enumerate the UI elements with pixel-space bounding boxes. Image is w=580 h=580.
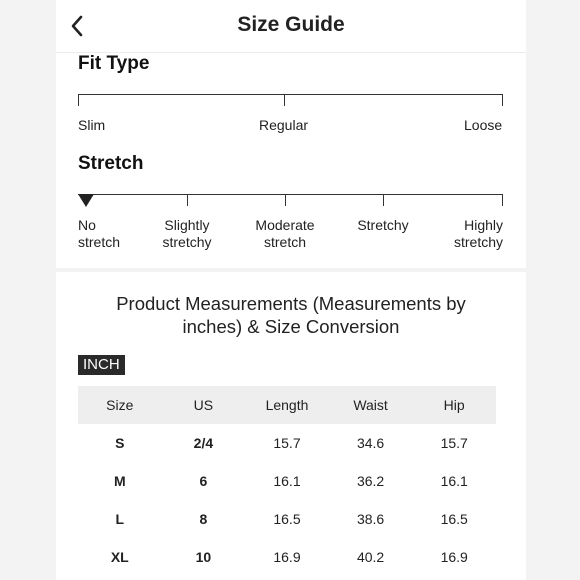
table-header-row [78,386,496,424]
stretch-label-highly-stretchy [443,217,503,251]
stretch-label-line: Stretchy [357,217,409,233]
table-cell-waist: 34.6 [356,435,385,451]
table-cell-size: L [115,511,125,527]
measurements-title: Product Measurements (Measurements by inches) & Size Conversion [116,293,466,337]
fit-type-label-slim: Slim [78,117,106,133]
table-row [78,424,496,462]
stretch-label-line: Highly [464,217,503,233]
stretch-tick [383,194,384,206]
stretch-label-moderate-stretch [245,217,325,251]
stretch-label-line: stretch [263,234,306,250]
fit-type-label-regular: Regular [259,117,309,133]
stretch-label-stretchy [343,217,423,234]
table-cell-length: 16.1 [273,473,301,489]
table-row [78,462,496,500]
table-cell-us: 2/4 [193,435,214,451]
stretch-label-line: Moderate [255,217,315,233]
page-title: Size Guide [237,13,345,36]
stretch-label-line: stretch [78,234,121,250]
column-header-us: US [193,397,214,413]
measurements-card [56,272,526,580]
column-header-hip: Hip [443,397,465,413]
table-cell-waist: 40.2 [356,549,385,565]
table-cell-size: XL [110,549,129,565]
stretch-scale-line [78,194,503,195]
table-cell-us: 8 [199,511,208,527]
fit-type-scale-line [78,94,503,95]
fit-type-title: Fit Type [78,53,150,74]
fit-card [56,53,526,268]
table-cell-length: 16.5 [273,511,301,527]
table-cell-us: 6 [199,473,208,489]
unit-badge: INCH [78,355,125,375]
stretch-label-line: stretchy [162,234,212,250]
stretch-tick [285,194,286,206]
fit-type-tick [78,94,79,106]
stretch-label-line: No [78,217,96,233]
fit-type-label-loose: Loose [464,117,503,133]
table-row [78,538,496,576]
table-cell-waist: 36.2 [356,473,385,489]
table-cell-hip: 16.1 [440,473,468,489]
stretch-marker-icon [78,194,94,207]
stretch-label-no-stretch [78,217,120,251]
column-header-size: Size [106,397,134,413]
stretch-title: Stretch [78,153,144,174]
fit-type-tick [502,94,503,106]
column-header-length: Length [265,397,309,413]
table-cell-hip: 16.9 [440,549,468,565]
size-table [78,386,496,576]
stretch-label-slightly-stretchy [147,217,227,251]
stretch-label-line: Slightly [164,217,210,233]
table-cell-size: S [115,435,125,451]
table-cell-hip: 16.5 [440,511,468,527]
stretch-tick [187,194,188,206]
table-cell-size: M [113,473,126,489]
stretch-tick [502,194,503,206]
table-cell-us: 10 [195,549,212,565]
table-cell-length: 16.9 [273,549,301,565]
table-cell-length: 15.7 [273,435,301,451]
table-cell-hip: 15.7 [440,435,468,451]
table-cell-waist: 38.6 [356,511,385,527]
fit-type-tick [284,94,285,106]
stretch-label-line: stretchy [453,234,503,250]
column-header-waist: Waist [353,397,388,413]
table-row [78,500,496,538]
header-bar [56,0,526,52]
